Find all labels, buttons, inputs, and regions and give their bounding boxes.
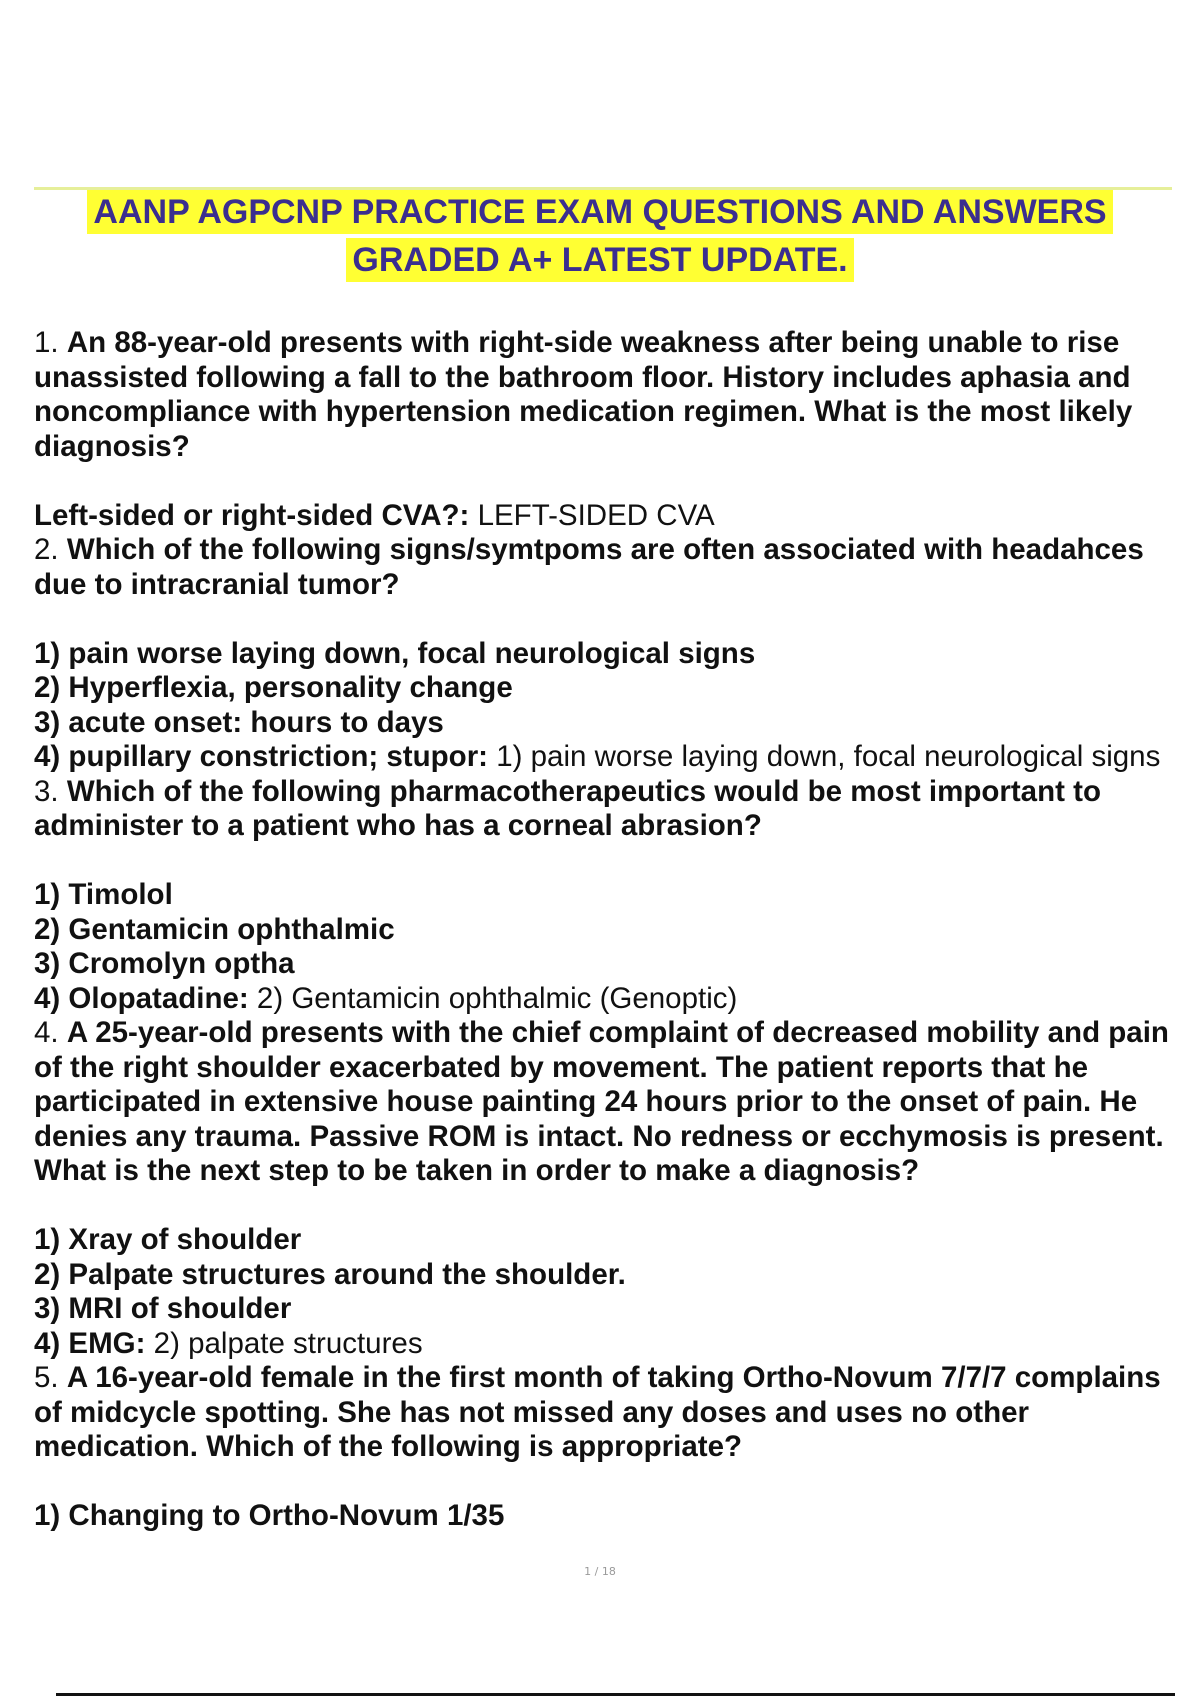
question-number: 5. [34, 1361, 59, 1394]
last-option-with-answer [34, 1327, 1179, 1362]
answer-prompt: Left-sided or right-sided CVA?: [34, 498, 470, 532]
option: 3) MRI of shoulder [34, 1292, 292, 1325]
title-line-1: AANP AGPCNP PRACTICE EXAM QUESTIONS AND ANSWERS [87, 190, 1112, 234]
question-1 [34, 326, 1179, 464]
option: 4) EMG: [34, 1326, 146, 1360]
last-option-with-answer [34, 982, 1179, 1017]
footer-divider [56, 1693, 1175, 1696]
question-text: Which of the following pharmacotherapeutics would be most important to administer to a patient who has a corneal abrasion? [34, 774, 1101, 842]
question-number: 4. [34, 1016, 59, 1049]
question-text: Which of the following signs/symtpoms are often associated with headahces due to intracranial tumor? [34, 533, 1144, 601]
answer-text: 2) Gentamicin ophthalmic (Genoptic) [256, 981, 738, 1015]
option: 4) Olopatadine: [34, 981, 249, 1015]
question-5 [34, 1361, 1179, 1465]
option: 1) Changing to Ortho-Novum 1/35 [34, 1499, 505, 1532]
question-2 [34, 533, 1179, 602]
question-text: A 16-year-old female in the first month of taking Ortho-Novum 7/7/7 complains of midcycle spotting. She has not missed any doses and uses no other medication. Which of the following is appropriate? [34, 1361, 1161, 1463]
questions-content [34, 326, 1179, 1534]
question-1-answer [34, 499, 1179, 534]
question-4 [34, 1016, 1179, 1189]
option: 2) Hyperflexia, personality change [34, 671, 513, 704]
option: 3) acute onset: hours to days [34, 705, 444, 739]
title-line-2: GRADED A+ LATEST UPDATE. [346, 238, 853, 282]
option: 2) Gentamicin ophthalmic [34, 912, 395, 946]
question-number: 3. [34, 774, 59, 808]
option: 4) pupillary constriction; stupor: [34, 740, 488, 773]
question-text: An 88-year-old presents with right-side weakness after being unable to rise unassisted following a fall to the bathroom floor. History includes aphasia and noncompliance with hypertension medication regimen. What is the most likely diagnosis? [34, 326, 1133, 463]
option: 1) Timolol [34, 878, 173, 911]
option: 2) Palpate structures around the shoulder. [34, 1257, 626, 1291]
option: 1) pain worse laying down, focal neurological signs [34, 636, 756, 670]
question-number: 2. [34, 533, 59, 566]
answer-text: 1) pain worse laying down, focal neurological signs [496, 740, 1161, 773]
document-title [0, 190, 1200, 286]
question-number: 1. [34, 326, 59, 359]
page-number: 1 / 18 [584, 1565, 616, 1578]
answer-text: 2) palpate structures [153, 1326, 423, 1360]
answer-text: LEFT-SIDED CVA [477, 498, 715, 532]
option: 3) Cromolyn optha [34, 947, 295, 980]
last-option-with-answer [34, 740, 1179, 775]
option: 1) Xray of shoulder [34, 1223, 302, 1256]
question-3 [34, 775, 1179, 844]
question-text: A 25-year-old presents with the chief complaint of decreased mobility and pain of the right shoulder exacerbated by movement. The patient reports that he participated in extensive house painting 24 hours prior to the onset of pain. He denies any trauma. Passive ROM is intact. No redness or ecchymosis is present. What is the next step to be taken in order to make a diagnosis? [34, 1016, 1169, 1187]
